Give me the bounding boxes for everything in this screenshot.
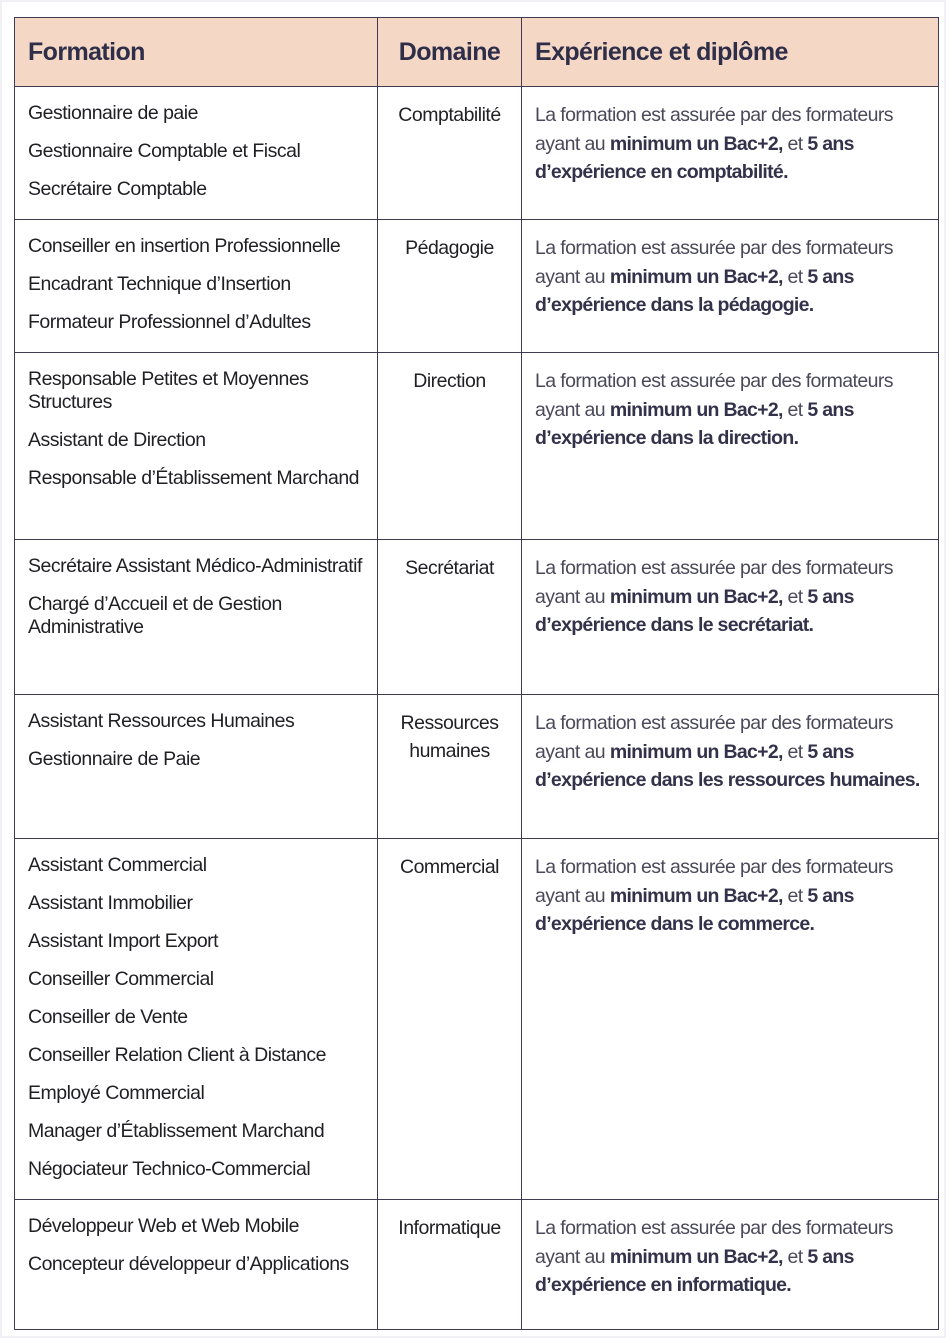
domaine-cell xyxy=(378,839,522,1200)
formation-item: Concepteur développeur d’Applications xyxy=(28,1253,349,1275)
formation-list xyxy=(15,87,377,211)
formation-item: Secrétaire Assistant Médico-Administratif xyxy=(28,555,362,577)
formation-cell xyxy=(15,220,378,353)
formation-item: Conseiller de Vente xyxy=(28,1006,188,1028)
experience-diploma: minimum un Bac+2, xyxy=(609,740,783,763)
formation-item: Assistant de Direction xyxy=(28,429,206,451)
formation-cell xyxy=(15,353,378,540)
formation-item: Gestionnaire de paie xyxy=(28,102,198,124)
experience-intro: La formation est assurée par des formateurs ayant au xyxy=(535,856,893,907)
formation-cell xyxy=(15,540,378,695)
domaine-label: Pédagogie xyxy=(405,237,494,259)
domaine-label: Ressources humaines xyxy=(400,712,499,762)
formation-item: Employé Commercial xyxy=(28,1082,205,1104)
table-row xyxy=(15,540,939,695)
experience-intro: La formation est assurée par des formateurs ayant au xyxy=(535,237,893,288)
domaine-label: Secrétariat xyxy=(405,557,494,579)
experience-text xyxy=(522,839,938,939)
experience-connector: et xyxy=(782,132,808,155)
formation-item: Conseiller Commercial xyxy=(28,968,214,990)
formation-item: Conseiller Relation Client à Distance xyxy=(28,1044,326,1066)
experience-cell xyxy=(522,839,939,1200)
experience-diploma: minimum un Bac+2, xyxy=(609,1245,783,1268)
domaine-cell xyxy=(378,1200,522,1330)
formation-item: Négociateur Technico-Commercial xyxy=(28,1158,311,1180)
experience-years: 5 ans d’expérience dans les ressources humaines. xyxy=(535,740,920,791)
experience-years: 5 ans d’expérience en comptabilité. xyxy=(535,132,854,183)
domaine-label: Comptabilité xyxy=(398,104,501,126)
domaine-cell xyxy=(378,353,522,540)
header-formation: Formation xyxy=(15,18,378,87)
experience-diploma: minimum un Bac+2, xyxy=(609,265,783,288)
formation-cell xyxy=(15,87,378,220)
formation-item: Assistant Immobilier xyxy=(28,892,193,914)
formation-item: Responsable Petites et Moyennes Structures xyxy=(28,368,309,413)
formations-table xyxy=(14,17,939,1330)
formation-list xyxy=(15,839,377,1191)
formation-item: Gestionnaire Comptable et Fiscal xyxy=(28,140,301,162)
formation-item: Formateur Professionnel d’Adultes xyxy=(28,311,311,333)
table-row xyxy=(15,220,939,353)
experience-cell xyxy=(522,540,939,695)
header-experience: Expérience et diplôme xyxy=(522,18,939,87)
experience-text xyxy=(522,540,938,640)
formation-item: Manager d’Établissement Marchand xyxy=(28,1120,325,1142)
experience-diploma: minimum un Bac+2, xyxy=(609,585,783,608)
header-domaine: Domaine xyxy=(378,18,522,87)
experience-years: 5 ans d’expérience dans la direction. xyxy=(535,398,854,449)
experience-cell xyxy=(522,353,939,540)
domaine-cell xyxy=(378,540,522,695)
formation-item: Encadrant Technique d’Insertion xyxy=(28,273,291,295)
table-row xyxy=(15,353,939,540)
domaine-label: Informatique xyxy=(398,1217,501,1239)
experience-text xyxy=(522,1200,938,1300)
experience-cell xyxy=(522,695,939,839)
experience-connector: et xyxy=(782,398,808,421)
experience-connector: et xyxy=(782,265,808,288)
experience-connector: et xyxy=(782,740,808,763)
formation-cell xyxy=(15,839,378,1200)
experience-connector: et xyxy=(782,884,808,907)
formation-item: Secrétaire Comptable xyxy=(28,178,207,200)
domaine-label: Commercial xyxy=(399,856,499,878)
experience-years: 5 ans d’expérience dans le commerce. xyxy=(535,884,854,935)
experience-connector: et xyxy=(782,585,808,608)
domaine-label: Direction xyxy=(413,370,486,392)
experience-intro: La formation est assurée par des formateurs ayant au xyxy=(535,712,893,763)
experience-text xyxy=(522,87,938,187)
formation-item: Responsable d’Établissement Marchand xyxy=(28,467,360,489)
experience-connector: et xyxy=(782,1245,808,1268)
experience-diploma: minimum un Bac+2, xyxy=(609,398,783,421)
domaine-cell xyxy=(378,220,522,353)
experience-years: 5 ans d’expérience dans la pédagogie. xyxy=(535,265,854,316)
page xyxy=(2,2,944,1336)
domaine-cell xyxy=(378,87,522,220)
experience-diploma: minimum un Bac+2, xyxy=(609,132,783,155)
experience-cell xyxy=(522,220,939,353)
experience-intro: La formation est assurée par des formateurs ayant au xyxy=(535,370,893,421)
formation-item: Développeur Web et Web Mobile xyxy=(28,1215,299,1237)
experience-cell xyxy=(522,87,939,220)
experience-years: 5 ans d’expérience en informatique. xyxy=(535,1245,854,1296)
formation-cell xyxy=(15,1200,378,1330)
table-body xyxy=(15,87,939,1330)
formation-item: Assistant Commercial xyxy=(28,854,207,876)
experience-years: 5 ans d’expérience dans le secrétariat. xyxy=(535,585,854,636)
formation-item: Conseiller en insertion Professionnelle xyxy=(28,235,341,257)
table-row xyxy=(15,839,939,1200)
experience-cell xyxy=(522,1200,939,1330)
table-row xyxy=(15,1200,939,1330)
table-row xyxy=(15,87,939,220)
domaine-cell xyxy=(378,695,522,839)
formation-list xyxy=(15,220,377,344)
experience-diploma: minimum un Bac+2, xyxy=(609,884,783,907)
formation-list xyxy=(15,1200,377,1286)
experience-intro: La formation est assurée par des formateurs ayant au xyxy=(535,557,893,608)
header-row xyxy=(15,18,939,87)
experience-text xyxy=(522,220,938,320)
formation-list xyxy=(15,695,377,781)
experience-text xyxy=(522,695,938,795)
formation-list xyxy=(15,540,377,649)
formation-list xyxy=(15,353,377,500)
formation-item: Chargé d’Accueil et de Gestion Administrative xyxy=(28,593,282,638)
formation-item: Assistant Import Export xyxy=(28,930,219,952)
formation-item: Assistant Ressources Humaines xyxy=(28,710,295,732)
experience-text xyxy=(522,353,938,453)
experience-intro: La formation est assurée par des formateurs ayant au xyxy=(535,1217,893,1268)
formation-item: Gestionnaire de Paie xyxy=(28,748,201,770)
formation-cell xyxy=(15,695,378,839)
table-row xyxy=(15,695,939,839)
experience-intro: La formation est assurée par des formateurs ayant au xyxy=(535,104,893,155)
